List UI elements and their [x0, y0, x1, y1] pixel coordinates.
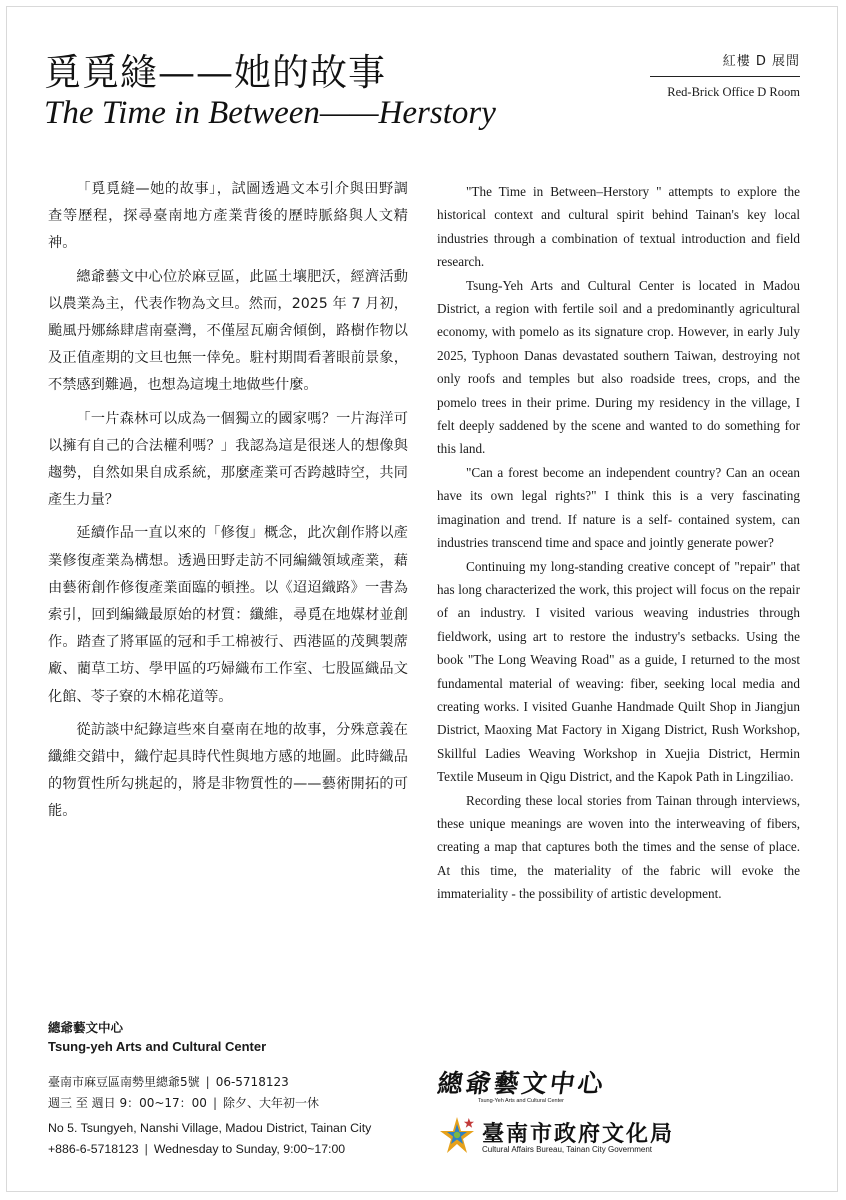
- contact-chinese: [48, 1072, 428, 1114]
- room-name-chinese: 紅樓 D 展間: [650, 50, 800, 77]
- paragraph-en: Continuing my long-standing creative concept of "repair" that has long characterized the work, this project will focus on the repair of an industry. I visited various weaving industries through fieldwork, using art to restore the industry's setbacks. Using the book "The Long Weaving Road" as a guide, I returned to the most fundamental material of weaving: fiber, seeking local media and creating works. I visited Guanhe Handmade Quilt Shop in Jiangjun District, Maoxing Mat Factory in Xigang District, Rush Workshop, Skillful Ladies Weaving Workshop in Xuejia District, Hermin Textile Museum in Qigu District, and the Kapok Path in Lingziliao.: [437, 558, 800, 785]
- paragraph-zh: 延續作品一直以來的「修復」概念，此次創作將以產業修復產業為構想。透過田野走訪不同編織領域產業，藉由藝術創作修復產業面臨的頓挫。以《迢迢織路》一書為索引，回到編織最原始的材質：纖維，尋覓在地媒材並創作。踏查了將軍區的冠和手工棉被行、西港區的茂興製蓆廠、藺草工坊、學甲區的巧婦織布工作室、七股區織品文化館、苓子寮的木棉花道等。: [48, 525, 408, 705]
- address-chinese: 臺南市麻豆區南勢里總爺5號: [48, 1075, 200, 1089]
- star-emblem-icon: [438, 1115, 476, 1155]
- paragraph-en: "The Time in Between–Herstory " attempts to explore the historical context and cultural spirit behind Tainan's key local industries through a combination of textual introduction and field research.: [437, 184, 800, 270]
- paragraph-zh: 「覓覓縫—她的故事」，試圖透過文本引介與田野調查等歷程，探尋臺南地方產業背後的歷時脈絡與人文精神。: [48, 181, 408, 252]
- paragraph-en: Tsung-Yeh Arts and Cultural Center is located in Madou District, a region with fertile soil and a predominantly agricultural economy, with pomelo as its signature crop. However, in early July 2025, Typhoon Danas devastated southern Taiwan, destroying not only roofs and temples but also roadside trees, crops, and the pomelo trees in their prime. During my residency in the village, I felt deeply saddened by the scene and wanted to do something for this land.: [437, 277, 800, 457]
- paragraph-zh: 總爺藝文中心位於麻豆區，此區土壤肥沃，經濟活動以農業為主，代表作物為文旦。然而，2025 年 7 月初，颱風丹娜絲肆虐南臺灣，不僅屋瓦廟舍傾倒，路樹作物以及正值產期的文旦也無一倖免。駐村期間看著眼前景象，不禁感到難過，也想為這塊土地做些什麼。: [48, 268, 408, 394]
- paragraph-zh: 「一片森林可以成為一個獨立的國家嗎？一片海洋可以擁有自己的合法權利嗎？」我認為這是很迷人的想像與趨勢，自然如果自成系統，那麼產業可否跨越時空，共同產生力量？: [48, 410, 408, 509]
- cultural-bureau-logo: [438, 1113, 698, 1159]
- address-english: No 5. Tsungyeh, Nanshi Village, Madou District, Tainan City: [48, 1121, 372, 1135]
- contact-english: [48, 1118, 428, 1160]
- footer-info: [48, 1018, 428, 1160]
- tsungyeh-logo-subtitle: Tsung-Yeh Arts and Cultural Center: [478, 1098, 565, 1104]
- paragraph-en: "Can a forest become an independent country? Can an ocean have its own legal rights?" I think this is a very fascinating imagination and trend. If nature is a self- contained system, can industries transcend time and space and jointly generate power?: [437, 464, 800, 551]
- room-label: [600, 50, 800, 100]
- paragraph-zh: 從訪談中紀錄這些來自臺南在地的故事，分殊意義在纖維交錯中，織佇起具時代性與地方感的地圖。此時織品的物質性所勾挑起的，將是非物質性的——藝術開拓的可能。: [48, 721, 408, 820]
- bureau-logo-subtitle: Cultural Affairs Bureau, Tainan City Government: [482, 1145, 653, 1154]
- title-english: The Time in Between——Herstory: [44, 95, 496, 131]
- paragraph-en: Recording these local stories from Tainan through interviews, these unique meanings are woven into the interweaving of fibers, creating a map that captures both the times and the sense of place. At this time, the materiality of the fabric will evoke the immateriality - the possibility of artistic development.: [437, 792, 800, 902]
- separator: |: [205, 1075, 210, 1089]
- english-text-column: [437, 180, 800, 906]
- separator: |: [212, 1096, 217, 1110]
- hours-chinese: 週三 至 週日 9：00~17：00: [48, 1096, 207, 1110]
- phone-english: +886-6-5718123: [48, 1142, 139, 1156]
- tsungyeh-logo: [435, 1064, 608, 1104]
- center-name-english: Tsung-yeh Arts and Cultural Center: [48, 1039, 267, 1054]
- closed-days-chinese: 除夕、大年初一休: [223, 1096, 320, 1110]
- hours-english: Wednesday to Sunday, 9:00~17:00: [153, 1142, 346, 1156]
- tsungyeh-logo-mark: 總爺藝文中心: [435, 1069, 608, 1098]
- phone-chinese: 06-5718123: [215, 1075, 289, 1089]
- center-name-chinese: 總爺藝文中心: [48, 1020, 124, 1035]
- chinese-text-column: [48, 176, 408, 832]
- bureau-logo-mark: 臺南市政府文化局: [482, 1121, 675, 1147]
- title-chinese: 覓覓縫——她的故事: [44, 51, 386, 94]
- separator: |: [144, 1142, 148, 1156]
- room-name-english: Red-Brick Office D Room: [667, 85, 800, 99]
